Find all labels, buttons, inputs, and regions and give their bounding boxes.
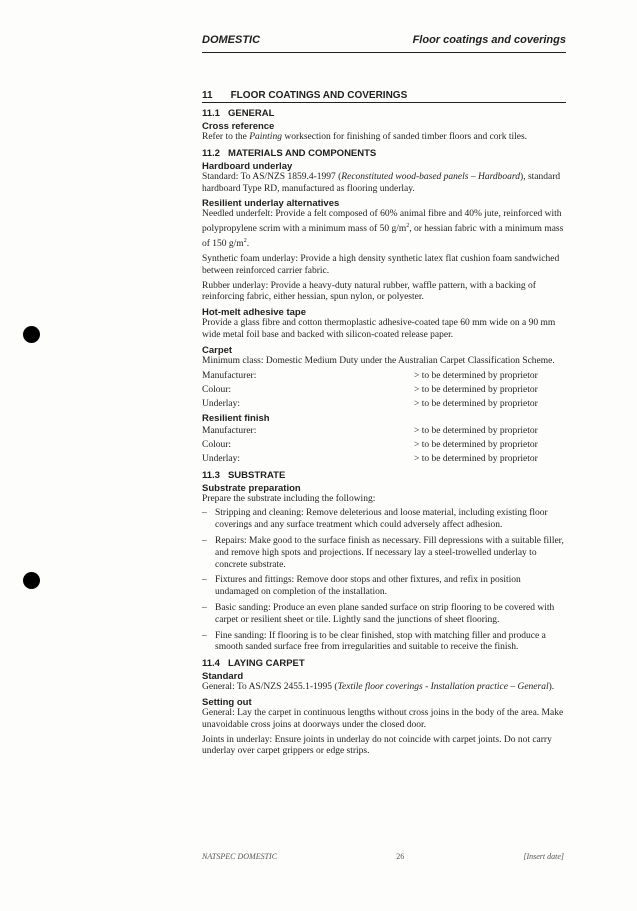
subsection-heading: SUBSTRATE	[227, 469, 286, 481]
subsection-number: 11.1	[202, 108, 220, 119]
carpet-spec-list	[202, 369, 566, 411]
spec-row: Underlay: > to be determined by proprietor	[202, 453, 538, 464]
hardboard-heading: Hardboard underlay	[202, 160, 293, 172]
substrate-prep-intro: Prepare the substrate including the following:	[202, 493, 376, 504]
list-item: – Fixtures and fittings: Remove door stops and other fixtures, and refix in position undamaged on completion of the installation.	[202, 575, 566, 599]
hardboard-text: Standard: To AS/NZS 1859.4-1997 (Reconstituted wood-based panels – Hardboard), standard hardboard Type RD, manufactured as flooring underlay.	[202, 171, 561, 194]
list-item: – Fine sanding: If flooring is to be clear finished, stop with matching filler and produce a smooth sanded surface free from irregularities and suitable to receive the finish.	[202, 631, 566, 655]
subsection-title-materials	[202, 148, 566, 159]
rubber-underlay-text: Rubber underlay: Provide a heavy-duty natural rubber, waffle pattern, with a backing of reinforcing fabric, either hessian, spun nylon, or polyester.	[202, 280, 536, 303]
spec-row: Manufacturer: > to be determined by proprietor	[202, 370, 538, 381]
needled-underfelt-text: Needled underfelt: Provide a felt composed of 60% animal fibre and 40% jute, reinforced with polypropylene scrim with a minimum mass of 50 $g/m^2$, or hessian fabric with a minimum mass of 150 $g/m^2$.	[202, 209, 564, 250]
cross-reference-text: Refer to the Painting worksection for finishing of sanded timber floors and cork tiles.	[202, 132, 528, 142]
subsection-heading: GENERAL	[227, 108, 275, 119]
substrate-prep-heading: Substrate preparation	[202, 482, 301, 494]
punch-hole-icon	[23, 326, 40, 343]
hotmelt-heading: Hot-melt adhesive tape	[202, 307, 306, 319]
carpet-min-class: Minimum class: Domestic Medium Duty under the Australian Carpet Classification Scheme.	[202, 355, 555, 366]
subsection-title-substrate	[202, 470, 566, 481]
subsection-heading: MATERIALS AND COMPONENTS	[227, 147, 377, 159]
punch-hole-icon	[23, 572, 40, 589]
page-number: 26	[396, 852, 405, 861]
setting-out-joints: Joints in underlay: Ensure joints in underlay do not coincide with carpet joints. Do not carry underlay over carpet grippers or edge strips.	[202, 734, 552, 757]
section-heading: FLOOR COATINGS AND COVERINGS	[230, 90, 408, 101]
resilient-spec-list	[202, 424, 566, 466]
section-title	[202, 90, 566, 103]
spec-row: Colour: > to be determined by proprietor	[202, 384, 538, 395]
subsection-number: 11.3	[202, 469, 220, 481]
subsection-number: 11.4	[202, 658, 220, 670]
page-content	[202, 90, 566, 761]
standard-text: General: To AS/NZS 2455.1-1995 (Textile floor coverings - Installation practice – General).	[202, 682, 555, 693]
resilient-finish-heading: Resilient finish	[202, 412, 270, 424]
cross-reference-heading: Cross reference	[202, 121, 275, 132]
subsection-title-general	[202, 108, 566, 119]
hotmelt-text: Provide a glass fibre and cotton thermoplastic adhesive-coated tape 60 mm wide on a 90 mm wide metal foil base and backed with silicon-coated release paper.	[202, 318, 556, 341]
page-footer	[202, 852, 564, 861]
spec-row: Manufacturer: > to be determined by proprietor	[202, 425, 538, 436]
list-item: – Basic sanding: Produce an even plane sanded surface on strip flooring to be covered with carpet or resilient sheet or tile. Lightly sand the junctions of sheet flooring.	[202, 603, 566, 627]
list-item: – Stripping and cleaning: Remove deleterious and loose material, including existing floor coverings and any surface treatment which could adversely affect adhesion.	[202, 508, 566, 532]
setting-out-general: General: Lay the carpet in continuous lengths without cross joins in the body of the area. Make unavoidable cross joins at doorways under the closed door.	[202, 708, 564, 730]
header-right: Floor coatings and coverings	[412, 34, 566, 46]
footer-left: NATSPEC DOMESTIC	[202, 852, 278, 861]
spec-row: Underlay: > to be determined by proprietor	[202, 398, 538, 409]
section-number: 11	[202, 90, 213, 101]
spec-row: Colour: > to be determined by proprietor	[202, 439, 538, 450]
header-left: DOMESTIC	[202, 34, 261, 46]
subsection-title-laying-carpet	[202, 658, 566, 669]
standard-heading: Standard	[202, 671, 244, 683]
resilient-underlay-heading: Resilient underlay alternatives	[202, 198, 340, 210]
footer-right: [Insert date]	[523, 852, 564, 861]
subsection-number: 11.2	[202, 147, 220, 159]
synthetic-foam-text: Synthetic foam underlay: Provide a high density synthetic latex flat cushion foam sandwiched between reinforced carrier fabric.	[202, 254, 560, 276]
setting-out-heading: Setting out	[202, 697, 252, 709]
page-header	[202, 34, 566, 53]
list-item: – Repairs: Make good to the surface finish as necessary. Fill depressions with a suitable filler, and remove high spots and projections. If necessary lay a steel-trowelled underlay to concrete substrate.	[202, 536, 566, 571]
carpet-heading: Carpet	[202, 344, 233, 356]
subsection-heading: LAYING CARPET	[227, 658, 305, 670]
substrate-prep-list	[202, 508, 566, 654]
